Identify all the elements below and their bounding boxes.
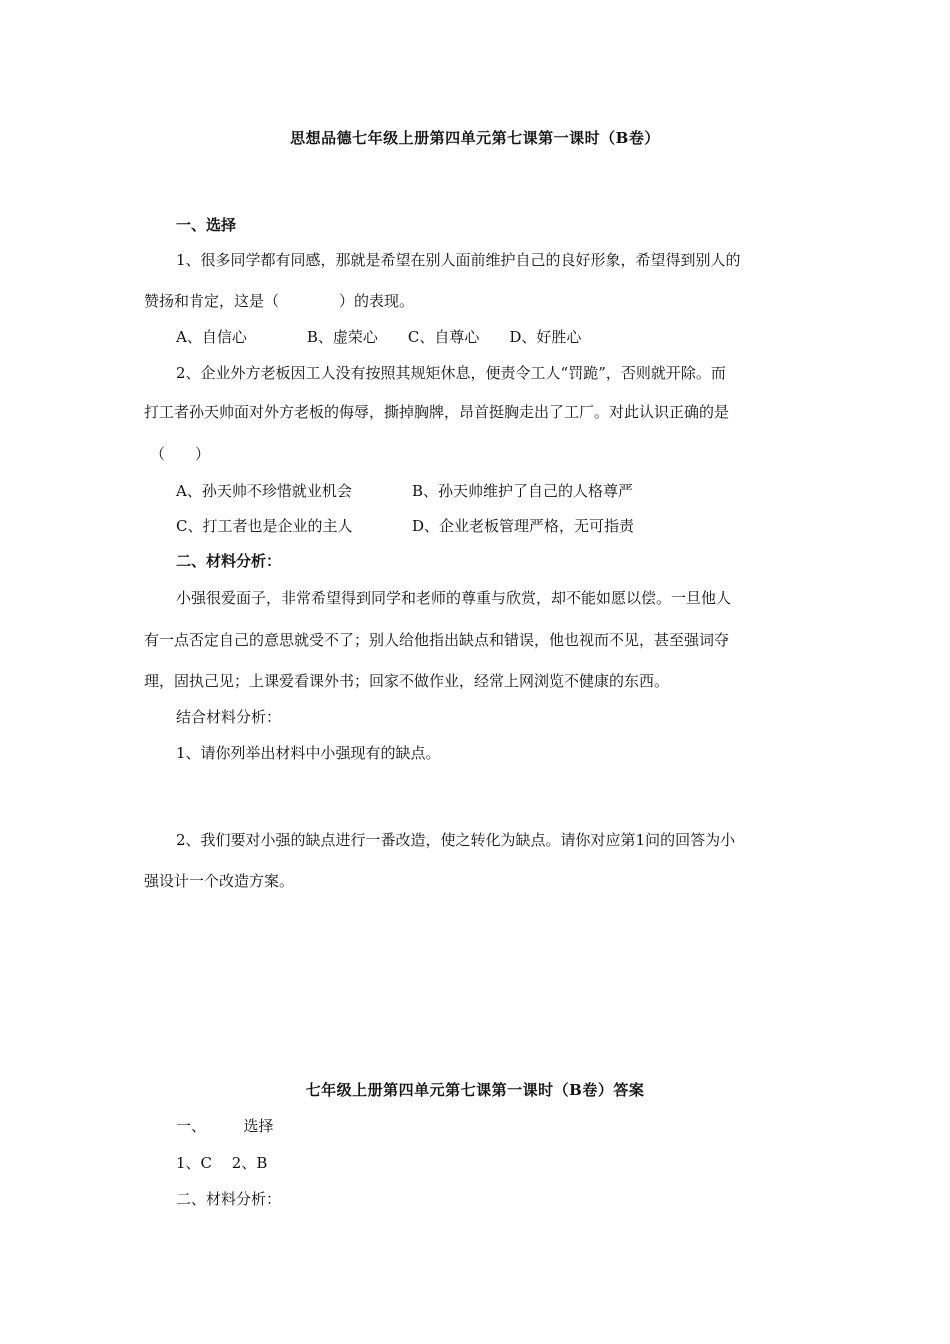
q1-options: A、自信心 B、虚荣心 C、自尊心 D、好胜心 bbox=[176, 328, 582, 346]
material-question1: 1、请你列举出材料中小强现有的缺点。 bbox=[176, 744, 441, 762]
q2-line1: 2、企业外方老板因工人没有按照其规矩休息，便责令工人“罚跪”，否则就开除。而 bbox=[176, 364, 726, 382]
material-line3: 理，固执己见；上课爱看课外书；回家不做作业，经常上网浏览不健康的东西。 bbox=[144, 672, 670, 690]
material-line1: 小强很爱面子，非常希望得到同学和老师的尊重与欣赏，却不能如愿以偿。一旦他人 bbox=[176, 589, 732, 607]
q2-option-d: D、企业老板管理严格，无可指责 bbox=[412, 517, 635, 535]
q1-line2: 赞扬和肯定，这是（ ）的表现。 bbox=[144, 292, 415, 310]
material-line2: 有一点否定自己的意思就受不了；别人给他指出缺点和错误，他也视而不见，甚至强词夺 bbox=[144, 631, 730, 649]
material-question2-line2: 强设计一个改造方案。 bbox=[144, 872, 295, 890]
answers-title: 七年级上册第四单元第七课第一课时（B卷）答案 bbox=[305, 1081, 645, 1099]
q1-line1: 1、很多同学都有同感，那就是希望在别人面前维护自己的良好形象，希望得到别人的 bbox=[176, 251, 741, 269]
q2-line3: （ ） bbox=[150, 445, 211, 463]
q2-line2: 打工者孙天帅面对外方老板的侮辱，撕掉胸牌，昂首挺胸走出了工厂。对此认识正确的是 bbox=[144, 403, 730, 421]
answers-section2-heading: 二、材料分析： bbox=[176, 1190, 282, 1208]
document-title: 思想品德七年级上册第四单元第七课第一课时（B卷） bbox=[290, 129, 660, 147]
answers-section1-heading: 一、 选择 bbox=[176, 1117, 274, 1135]
q2-option-a: A、孙天帅不珍惜就业机会 bbox=[176, 482, 352, 500]
material-question2-line1: 2、我们要对小强的缺点进行一番改造，使之转化为缺点。请你对应第1问的回答为小 bbox=[176, 831, 736, 849]
analysis-prompt: 结合材料分析： bbox=[176, 708, 282, 726]
answers-section1-values: 1、C 2、B bbox=[176, 1154, 268, 1172]
q2-option-b: B、孙天帅维护了自己的人格尊严 bbox=[412, 482, 634, 500]
section1-heading: 一、选择 bbox=[176, 216, 237, 234]
q2-option-c: C、打工者也是企业的主人 bbox=[176, 517, 353, 535]
section2-heading: 二、材料分析： bbox=[176, 552, 282, 570]
